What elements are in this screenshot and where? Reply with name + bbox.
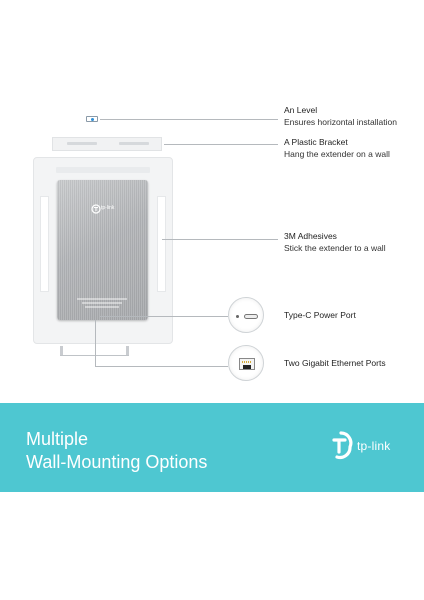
callout-title: Type-C Power Port	[284, 310, 356, 320]
plastic-bracket	[52, 137, 162, 151]
callout-bracket	[284, 136, 390, 160]
callout-title: An Level	[284, 105, 318, 115]
bracket-slot	[67, 142, 97, 145]
callout-desc: Ensures horizontal installation	[284, 117, 397, 127]
device-label-line	[85, 306, 119, 308]
device-label-line	[77, 298, 127, 300]
callout-title: A Plastic Bracket	[284, 137, 348, 147]
callout-adhesive	[284, 230, 386, 254]
callout-title: Two Gigabit Ethernet Ports	[284, 358, 386, 368]
bubble-level	[86, 116, 98, 122]
device-logo-text: tp-link	[101, 205, 115, 211]
callout-desc: Stick the extender to a wall	[284, 243, 386, 253]
device-label-line	[82, 302, 122, 304]
range-extender	[57, 180, 148, 320]
callout-title: 3M Adhesives	[284, 231, 337, 241]
banner-title	[26, 428, 207, 474]
leader-line-usb	[100, 316, 228, 317]
level-bubble	[91, 118, 94, 121]
plate-right-cutout	[157, 196, 166, 292]
leader-line-ethernet-v	[95, 320, 96, 366]
leader-line-level	[100, 119, 278, 120]
tplink-mark-icon	[329, 431, 353, 461]
ethernet-zoom	[228, 345, 264, 381]
plate-left-cutout	[40, 196, 49, 292]
banner-title-line1: Multiple	[26, 429, 89, 449]
bracket-slot	[119, 142, 149, 145]
banner-title-line2: Wall-Mounting Options	[26, 452, 208, 472]
callout-ethernet	[284, 357, 386, 369]
callout-desc: Hang the extender on a wall	[284, 149, 390, 159]
callout-usb	[284, 309, 356, 321]
ethernet-pins	[242, 361, 252, 363]
leader-line-adhesive	[162, 239, 278, 240]
usb-c-port-icon	[244, 314, 258, 319]
plate-top-slot	[56, 167, 150, 173]
ethernet-socket	[243, 365, 251, 369]
ethernet-port-icon	[239, 358, 255, 370]
status-led	[236, 315, 239, 318]
brand-wordmark: tp-link	[357, 439, 391, 453]
brand-logo	[329, 428, 390, 464]
usb-c-zoom	[228, 297, 264, 333]
callout-level	[284, 104, 397, 128]
leader-line-ethernet	[95, 366, 228, 367]
leader-line-bracket	[164, 144, 278, 145]
